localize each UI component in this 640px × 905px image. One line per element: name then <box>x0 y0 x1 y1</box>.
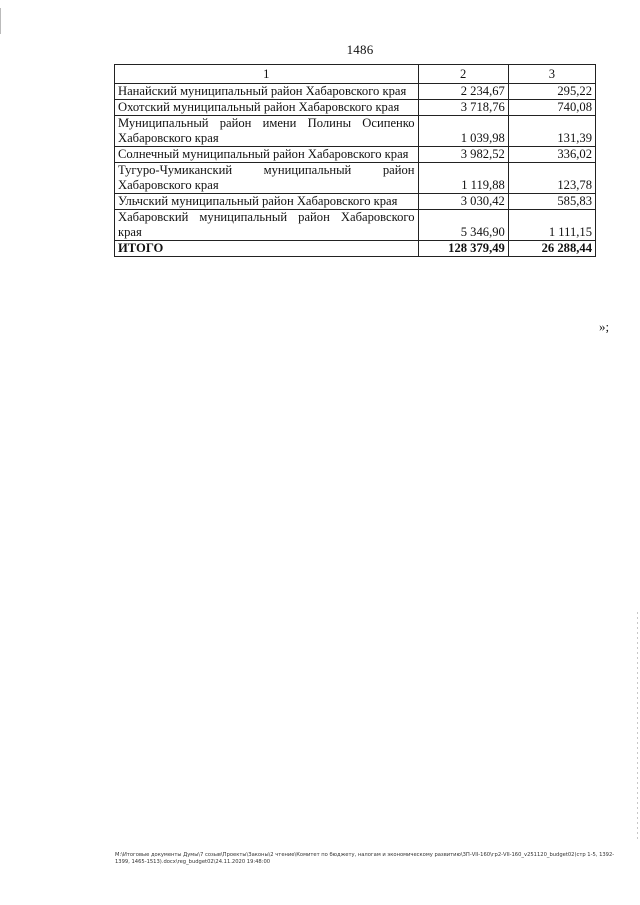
table-row <box>115 210 596 241</box>
table-header-row <box>115 65 596 84</box>
total-col3: 26 288,44 <box>508 241 595 257</box>
scan-edge-mark-right <box>637 612 638 842</box>
district-name: Нанайский муниципальный район Хабаровского края <box>115 84 419 100</box>
value-col2: 3 982,52 <box>418 147 508 163</box>
value-col2: 3 718,76 <box>418 100 508 116</box>
district-name: Муниципальный район имени Полины Осипенко Хабаровского края <box>115 116 419 147</box>
budget-table <box>114 64 596 257</box>
district-name: Тугуро-Чумиканский муниципальный район Хабаровского края <box>115 163 419 194</box>
table-row <box>115 116 596 147</box>
value-col3: 1 111,15 <box>508 210 595 241</box>
value-col2: 5 346,90 <box>418 210 508 241</box>
value-col2: 2 234,67 <box>418 84 508 100</box>
value-col3: 740,08 <box>508 100 595 116</box>
value-col3: 336,02 <box>508 147 595 163</box>
header-cell-2: 2 <box>418 65 508 84</box>
header-cell-3: 3 <box>508 65 595 84</box>
value-col3: 123,78 <box>508 163 595 194</box>
value-col3: 131,39 <box>508 116 595 147</box>
value-col2: 3 030,42 <box>418 194 508 210</box>
table-row <box>115 194 596 210</box>
value-col3: 585,83 <box>508 194 595 210</box>
total-label: ИТОГО <box>115 241 419 257</box>
value-col3: 295,22 <box>508 84 595 100</box>
district-name: Ульчский муниципальный район Хабаровского края <box>115 194 419 210</box>
footer-file-path: M:\Итоговые документы Думы\7 созыв\Проекты\Законы\2 чтение\Комитет по бюджету, налогам и экономическому развитию\3П-VII-160\гр2-VII-160_v251120_budget02(стр 1-5, 1392-1399, 1465-1513).docx\reg_budget02\24.11.2020 19:48:00 <box>115 852 615 865</box>
district-name: Охотский муниципальный район Хабаровского края <box>115 100 419 116</box>
header-cell-1: 1 <box>115 65 419 84</box>
table-row <box>115 100 596 116</box>
table-row <box>115 84 596 100</box>
scan-edge-mark <box>0 8 1 34</box>
district-name: Солнечный муниципальный район Хабаровского края <box>115 147 419 163</box>
page-number: 1486 <box>346 42 374 57</box>
total-row <box>115 241 596 257</box>
district-name: Хабаровский муниципальный район Хабаровского края <box>115 210 419 241</box>
value-col2: 1 119,88 <box>418 163 508 194</box>
table-row <box>115 147 596 163</box>
closing-quote-mark: »; <box>599 319 610 334</box>
value-col2: 1 039,98 <box>418 116 508 147</box>
total-col2: 128 379,49 <box>418 241 508 257</box>
table-row <box>115 163 596 194</box>
